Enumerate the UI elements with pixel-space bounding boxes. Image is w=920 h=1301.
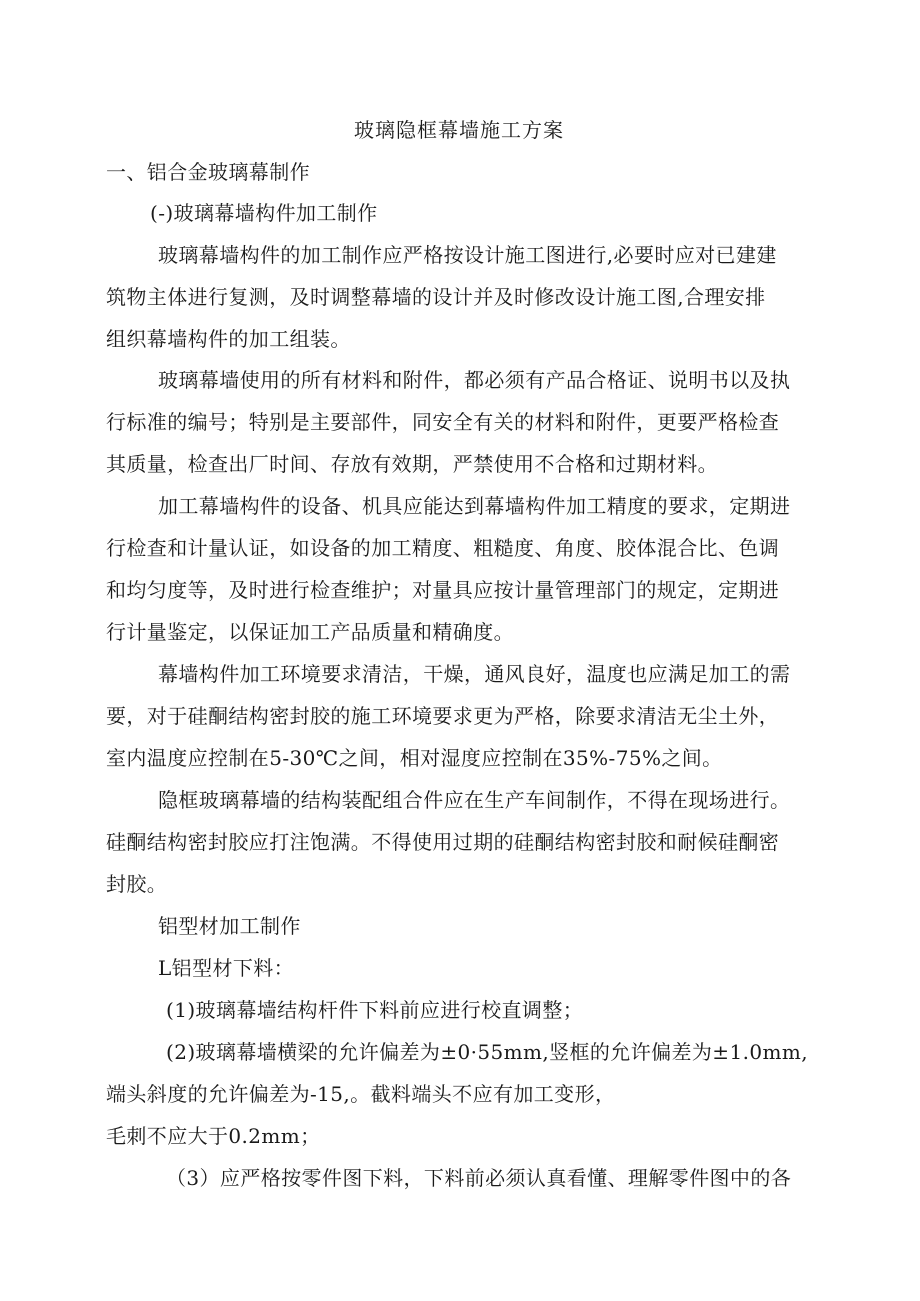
- cutting-heading: L铝型材下料：: [158, 956, 295, 980]
- paragraph-2-line-1: 玻璃幕墙使用的所有材料和附件，都必须有产品合格证、说明书以及执: [158, 368, 791, 392]
- paragraph-3-line-3: 和均匀度等，及时进行检查维护；对量具应按计量管理部门的规定，定期进: [106, 578, 780, 602]
- paragraph-4-line-2: 要，对于硅酮结构密封胶的施工环境要求更为严格，除要求清洁无尘土外，: [106, 704, 780, 728]
- paragraph-1-line-2: 筑物主体进行复测，及时调整幕墙的设计并及时修改设计施工图,合理安排: [106, 285, 766, 309]
- aluminum-heading: 铝型材加工制作: [158, 914, 301, 938]
- paragraph-5-line-3: 封胶。: [106, 872, 168, 896]
- paragraph-2-line-2: 行标准的编号；特别是主要部件，同安全有关的材料和附件，更要严格检查: [106, 410, 780, 434]
- paragraph-5-line-2: 硅酮结构密封胶应打注饱满。不得使用过期的硅酮结构密封胶和耐候硅酮密: [106, 830, 780, 854]
- item-1: (1)玻璃幕墙结构杆件下料前应进行校直调整；: [166, 998, 584, 1022]
- section-heading: 一、铝合金玻璃幕制作: [106, 160, 310, 184]
- paragraph-3-line-2: 行检查和计量认证，如设备的加工精度、粗糙度、角度、胶体混合比、色调: [106, 536, 780, 560]
- paragraph-3-line-1: 加工幕墙构件的设备、机具应能达到幕墙构件加工精度的要求，定期进: [158, 494, 791, 518]
- item-2-burr: 毛刺不应大于0.2mm；: [106, 1124, 321, 1148]
- paragraph-2-line-3: 其质量，检查出厂时间、存放有效期，严禁使用不合格和过期材料。: [106, 452, 718, 476]
- item-2: (2)玻璃幕墙横梁的允许偏差为±0·55mm,竖框的允许偏差为±1.0mm,: [166, 1040, 808, 1064]
- subsection-heading: (-)玻璃幕墙构件加工制作: [150, 201, 378, 225]
- paragraph-1-line-1: 玻璃幕墙构件的加工制作应严格按设计施工图进行,必要时应对已建建: [158, 243, 777, 267]
- item-2-continued: 端头斜度的允许偏差为-15,。截料端头不应有加工变形，: [106, 1082, 616, 1106]
- paragraph-5-line-1: 隐框玻璃幕墙的结构装配组合件应在生产车间制作，不得在现场进行。: [158, 788, 791, 812]
- paragraph-1-line-3: 组织幕墙构件的加工组装。: [106, 327, 351, 351]
- paragraph-4-line-1: 幕墙构件加工环境要求清洁，干燥，通风良好，温度也应满足加工的需: [158, 662, 791, 686]
- paragraph-3-line-4: 行计量鉴定，以保证加工产品质量和精确度。: [106, 620, 514, 644]
- item-3: （3）应严格按零件图下料，下料前必须认真看懂、理解零件图中的各: [166, 1166, 792, 1190]
- paragraph-4-line-3: 室内温度应控制在5-30℃之间，相对湿度应控制在35%-75%之间。: [106, 746, 723, 770]
- document-title: 玻璃隐框幕墙施工方案: [354, 118, 564, 142]
